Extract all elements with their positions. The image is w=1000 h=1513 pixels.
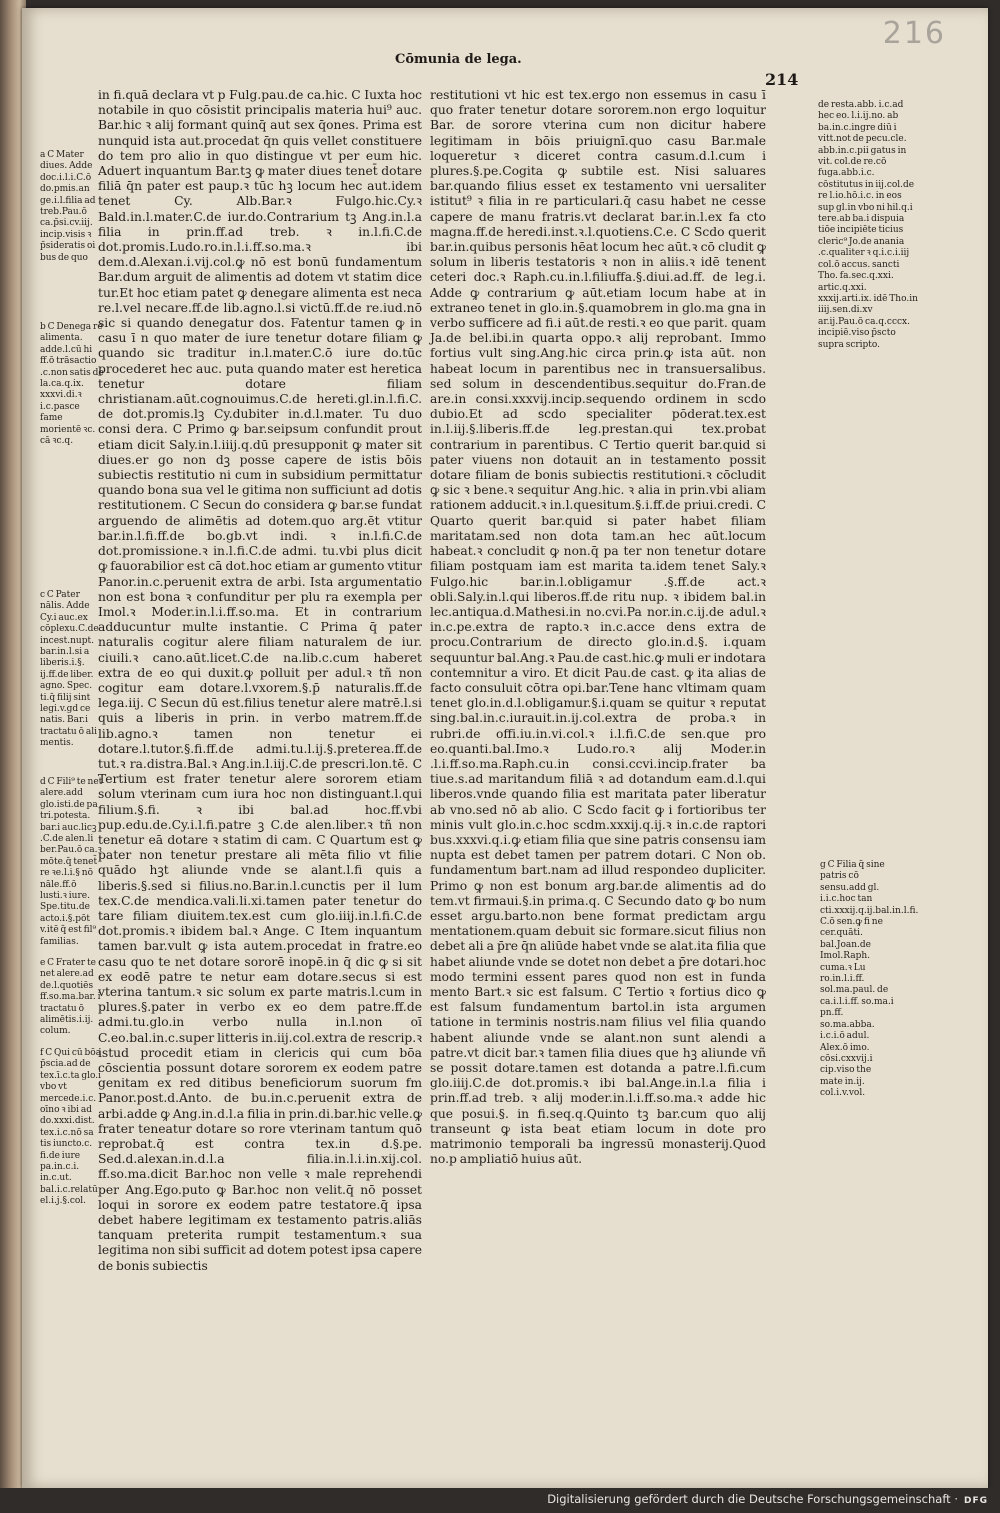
footer-credit-text: Digitalisierung gefördert durch die Deutsche Forschungsgemeinschaft ·: [547, 1492, 958, 1506]
marginal-gloss-c: c C Pater nālis. Adde Cy.i auc.ex cōplexu.C.de incest.nupt. bar.in.l.si a liberis.i.§. ij.ff.de liber. agno. Spec. ti.q̄ filij sint legi.v.gd ce natis. Bar.i tractatu ō ali mentis.: [40, 590, 99, 749]
pencil-folio-number: 216: [882, 16, 946, 51]
running-head: Cōmunia de lega.: [395, 52, 522, 67]
marginal-gloss-e: e C Frater te net alere.ad de.l.quotiēs ff.so.ma.bar. i tractatu ō alimētis.i.ij. colum.: [40, 958, 101, 1037]
marginal-gloss-f: f C Qui cū bōa p̄scia.ad de tex.ī.c.ta glo.i vbo vt mercede.i.c. oīno ꝛ ibi ad do.xxxi.dist. tex.i.c.nō sa tis iuncto.c. fi.de iure pa.in.c.i. in.c.ut. bal.i.c.relatū el.i.j.§.col.: [40, 1048, 102, 1207]
dfg-logo: DFG: [963, 1496, 988, 1506]
marginal-gloss-g: g C Filia q̄ sine patris cō sensu.add gl. i.i.c.hoc tan cti.xxxij.q.ij.bal.in.l.fi. C.ō sen.ꝙ fi ne cer.quāti. bal.Joan.de Imol.Raph. cuma.ꝛ Lu ro.in.l.i.ff. sol.ma.paul. de ca.i.l.i.ff. so.ma.i pn.ff. so.ma.abba. i.c.i.ō adul. Alex.ō imo. cōsi.cxxvij.i cip.viso the mate in.ij. col.i.v.vol.: [820, 860, 919, 1099]
marginal-gloss-b: b C Denega re alimenta. adde.l.cū hi ff.ō trāsactio .c.non satis de la.ca.q.ix. xxxvi.di.ꝛ i.c.pasce fame morientē ꝛc. cā ꝛc.q.: [40, 322, 104, 447]
text-column-left: in fi.quā declara vt p Fulg.pau.de ca.hic. C Iuxta hoc notabile in quo cōsistit principalis materia hui⁹ auc. Bar.hic ꝛ alij formant quinq̄ aut sex q̄ones. Prima est nunquid ista aut.procedat q̄n quis vellet constituere do tem pro alio in quo distingue vt per eum hic. Aduert inquantum Bar.tꝫ ꝙ mater diues tenet̄ dotare filiā q̄n pater est paup.ꝛ tūc hꝫ locum hec aut.idem tenet Cy. Alb.Bar.ꝛ Fulgo.hic.Cy.ꝛ Bald.in.l.mater.C.de iur.do.Contrarium tꝫ Ang.in.l.a filia in prin.ff.ad treb. ꝛ in.l.fi.C.de dot.promis.Ludo.ro.in.l.i.ff.so.ma.ꝛ ibi dem.d.Alexan.i.vij.col.ꝙ nō est bonū fundamentum Bar.dum arguit de alimentis ad dotem vt statim dice tur.Et hoc etiam patet ꝙ denegare alimenta est neca re.l.vel necare.ff.de lib.agno.l.si victū.ff.de re.iud.nō sic si quando denegatur dos. Fatentur tamen ꝙ in casu ī n quo mater de iure tenetur dotare filiam ꝙ quando sic traditur in.l.mater.C.ō iure do.tūc procederet hec auc. puta quando mater est heretica tenetur dotare filiam christianam.aūt.cognouimus.C.de hereti.gl.in.l.fi.C. de dot.promis.lꝫ Cy.dubiter in.d.l.mater. Tu duo consi dera. C Primo ꝙ bar.seipsum confundit prout etiam dicit Saly.in.l.iiij.q.dū presupponit ꝙ mater sit diues.er go non dꝫ posse capere de istis bōis subiectis restitutio ni cum in subsidium permittatur quando bona sua vel le gitima non sufficiunt ad dotis restitutionem. C Secun do considera ꝙ bar.se fundat arguendo de alimētis ad dotem.quo arg.ēt vtitur bar.in.l.fi.ff.de bo.gb.vt indi. ꝛ in.l.fi.C.de dot.promissione.ꝛ in.l.fi.C.de admi. tu.vbi plus dicit ꝙ fauorabilior est cā dot.hoc etiam ar gumento vtitur Panor.in.c.peruenit extra de arbi. Ista argumentatio non est bona ꝛ confunditur per plu ra exempla per Imol.ꝛ Moder.in.l.i.ff.so.ma. Et in contrarium adducuntur multe instantie. C Prima q̄ pater naturalis cogitur alere filiam naturalem de iur. ciuili.ꝛ cano.aūt.licet.C.de na.lib.c.cum haberet extra de eo qui duxit.ꝙ polluit per adul.ꝛ tñ non cogitur eam dotare.l.vxorem.§.p̄ naturalis.ff.de lega.iij. C Secun dū est.filius tenetur alere matrē.l.si quis a liberis in prin. in verbo matrem.ff.de lib.agno.ꝛ tamen non tenetur ei dotare.l.tutor.§.fi.ff.de admi.tu.l.ij.§.preterea.ff.de tut.ꝛ ra.distra.Bal.ꝛ Ang.in.l.iij.C.de prescri.lon.tē. C Tertium est frater tenetur alere sororem etiam solum vterinam cum iura hoc non distinguant.l.qui filium.§.fi. ꝛ ibi bal.ad hoc.ff.vbi pup.edu.de.Cy.i.l.fi.patre ꝫ C.de alen.liber.ꝛ tñ non tenetur eā dotare ꝛ statim di cam. C Quartum est ꝙ pater non tenetur prestare ali mēta filio vt filie quādo hꝫt aliunde vnde se alant.l.fi quis a liberis.§.sed si filius.no.Bar.in.l.cunctis per il lum tex.C.de mendica.vali.li.xi.tamen pater tenetur do tare filiam diuitem.tex.est cum glo.iiij.in.l.fi.C.de dot.promis.ꝛ ibidem bal.ꝛ Ange. C Item inquantum tamen bar.vult ꝙ ista autem.procedat in fratre.eo casu quo te net dotare sororē inopē.in q̄ dic ꝙ si sit ex eodē patre te netur eam dotare.secus si est vterina tantum.ꝛ sic solum ex parte matris.l.cum in plures.§.pater in verbo ex eo dem patre.ff.de admi.tu.glo.in verbo nulla in.l.non oī C.eo.bal.in.c.super litteris in.iij.col.extra de rescrip.ꝛ istud procedit etiam in clericis qui cum bōa cōscientia possunt dotare sororem ex eodem patre genitam ex red ditibus beneficiorum suorum fm Panor.post.d.Anto. de bu.in.c.peruenit extra de arbi.adde ꝙ Ang.in.d.l.a filia in prin.di.bar.hic velle.ꝙ frater teneatur dotare so rore vterinam tantum quō reprobat.q̄ est contra tex.in d.§.pe. Sed.d.alexan.in.d.l.a filia.in.l.i.in.xij.col. ff.so.ma.dicit Bar.hoc non velle ꝛ male reprehendi per Ang.Ego.puto ꝙ Bar.hoc non velit.q̄ nō posset loqui in sorore ex eodem patre testatore.q̄ ipsa debet habere legitimam ex testamento patris.aliās tanquam preterita rumpit testamentum.ꝛ sua legitima non sibi sufficit ad dotem potest ipsa capere de bonis subiectis: [98, 88, 422, 1273]
digitization-footer: [0, 1488, 1000, 1511]
marginal-gloss-right-top: de resta.abb. i.c.ad hec eo. l.i.ij.no. ab ba.in.c.ingre diū i vitt.not de pecu.cle. abb.in.c.pii gatus in vit. col.de re.cō fuga.abb.i.c. cōstitutus in iij.col.de re l.io.hō.i.c. in eos sup gl.in vbo ni hil.q.i tere.ab ba.i dispuia tiōe incipiēte ticius cleric⁹ Jo.de anania .c.qualiter ꝛ q.i.c.i.iij col.ō accus. sancti Tho. fa.sec.q.xxi. artic.q.xxi. xxxij.arti.ix. idē Tho.in iiij.sen.di.xv ar.ij.Pau.ō ca.q.cccx. incipiē.viso p̄scto supra scripto.: [818, 100, 918, 350]
marginal-gloss-d: d C Fili⁹ te net alere.add glo.isti.de pa tri.potesta. bar.i auc.licꝫ .C.de alen.li ber.Pau.ō ca.ꝛ mōte.q̄ tenet̄ re ꝛe.l.i.§ nō nāle.ff.ō lusti.ꝛ iure. Spe.titu.de acto.i.§.pōt v.itē q̄ est fil⁹ familias.: [40, 777, 103, 947]
text-column-right: restitutioni vt hic est tex.ergo non essemus in casu ī quo frater tenetur dotare sororem.non ergo loquitur Bar. de sorore vterina cum non dicitur habere legitimam in bōis priuignī.quo casu Bar.male loqueretur ꝛ diceret contra casum.d.l.cum i plures.§.pe.Cogita ꝙ subtile est. Nisi saluares bar.quando filius esset ex testamento vni uersaliter istitut⁹ ꝛ filia in re particulari.q̄ casu habet ne cesse capere de manu fratris.vt declarat bar.in.l.ex fa cto magna.ff.de heredi.inst.ꝛ.l.quotiens.C.e. C Scdo querit bar.in.quibus personis hēat locum hec aūt.ꝛ cō cludit ꝙ solum in liberis testatoris ꝛ non in aliis.ꝛ idē tenent ceteri doc.ꝛ Raph.cu.in.l.filiuffa.§.diui.ad.ff. de leg.i. Adde ꝙ contrarium ꝙ aūt.etiam locum habe at in extraneo tenet in glo.in.§.quamobrem in glo.ma gna in verbo sufficere ad fi.i aūt.de resti.ꝛ eo que parit. quam Ja.de bel.ibi.in quarta oppo.ꝛ alij reprobant. Immo fortius vult sing.Ang.hic circa prin.ꝙ ista aūt. non habeat locum in parentibus nec in transuersalibus. sed solum in descendentibus.sequitur do.Fran.de are.in consi.xxxvij.incip.sequendo ordinem in scdo dubio.Et ad scdo specialiter pōderat.tex.est in.l.iij.§.liberis.ff.de leg.prestan.qui tex.probat contrarium in parentibus. C Tertio querit bar.quid si pater viuens non dotauit an in testamento possit dotare filiam de bonis subiectis restitutioni.ꝛ cōcludit ꝙ sic ꝛ bene.ꝛ sequitur Ang.hic. ꝛ alia in prin.vbi aliam rationem adducit.ꝛ in.l.quesitum.§.i.ff.de priui.credi. C Quarto querit bar.quid si pater habet filiam maritatam.sed non dota tam.an hec aūt.locum habeat.ꝛ concludit ꝙ non.q̄ pa ter non tenetur dotare filiam postquam iam est marita ta.idem tenet Saly.ꝛ Fulgo.hic bar.in.l.obligamur .§.ff.de act.ꝛ obli.Saly.in.l.qui liberos.ff.de ritu nup. ꝛ ibidem bal.in lec.antiqua.d.Mathesi.in no.cvi.Pa nor.in.c.ij.de adul.ꝛ in.c.pe.extra de rapto.ꝛ in.c.acce dens extra de procu.Contrarium de directo glo.in.d.§. i.quam sequuntur bal.Ang.ꝛ Pau.de cast.hic.ꝙ muli er indotara contemnitur a viro. Et dicit Pau.de cast. ꝙ ita alias de facto consuluit cōtra opi.bar.Tene hanc vltimam quam tenet glo.in.d.l.obligamur.§.i.quam se quitur ꝛ reputat sing.bal.in.c.iurauit.in.ij.col.extra de proba.ꝛ in rubri.de offi.iu.in.vi.col.ꝛ i.l.fi.C.de sen.que pro eo.quanti.bal.Imo.ꝛ Ludo.ro.ꝛ alij Moder.in .l.i.ff.so.ma.Raph.cu.in consi.ccvi.incip.frater ba tiue.s.ad maritandum filiā ꝛ ad dotandum eam.d.l.qui liberos.vnde quando filia est maritata pater liberatur ab vno.sed nō ab alio. C Scdo facit ꝙ i fortioribus ter minis vult glo.in.c.hoc scdm.xxxij.q.ij.ꝛ in.c.de raptori bus.xxxvi.q.i.ꝙ etiam filia que sine patris consensu iam nupta est debet tamen per patrem dotari. C Non ob. fundamentum bart.nam ad illud respondeo dupliciter. Primo ꝙ non est bonum arg.bar.de alimentis ad do tem.vt firmaui.§.in prima.q. C Secundo dato ꝙ bo num esset argu.barto.non bene format predictam argu mentationem.quam debuit sic formare.sicut filius non debet ali a p̄re q̄n aliūde habet vnde se alat.ita filia que habet aliunde vnde se dotet non debet a p̄re dotari.hoc modo termini essent pares quod non est in funda mento Bart.ꝛ sic est falsum. C Tertio ꝛ fortius dico ꝙ est falsum fundamentum bartol.in ista argumen tatione in terminis nostris.nam filius vel filia quando habent aliunde vnde se alant.non sunt alendi a patre.vt dicit bar.ꝛ tamen filia diues que hꝫ aliunde vñ se possit dotare.tamen est dotanda a patre.l.fi.cum glo.iiij.C.de dot.promis.ꝛ ibi bal.Ange.in.l.a filia i prin.ff.ad treb. ꝛ alij moder.in.l.i.ff.so.ma.ꝛ adde hic que posui.§. in fi.seq.q.Quinto tꝫ bar.cum quo alij transeunt ꝙ ista beat etiam locum in dote pro matrimonio temporali ba ingressū monasterij.Quod no.p ampliatiō huius aūt.: [430, 88, 766, 1167]
printed-folio-number: 214: [765, 70, 799, 89]
marginal-gloss-a: a C Mater diues. Adde doc.i.l.i.C.ō do.pmis.an ge.i.l.filia ad treb.Pau.ō ca.p̄si.cv.iij. incip.visis ꝛ p̄sideratis oi bus de quo: [40, 150, 96, 263]
